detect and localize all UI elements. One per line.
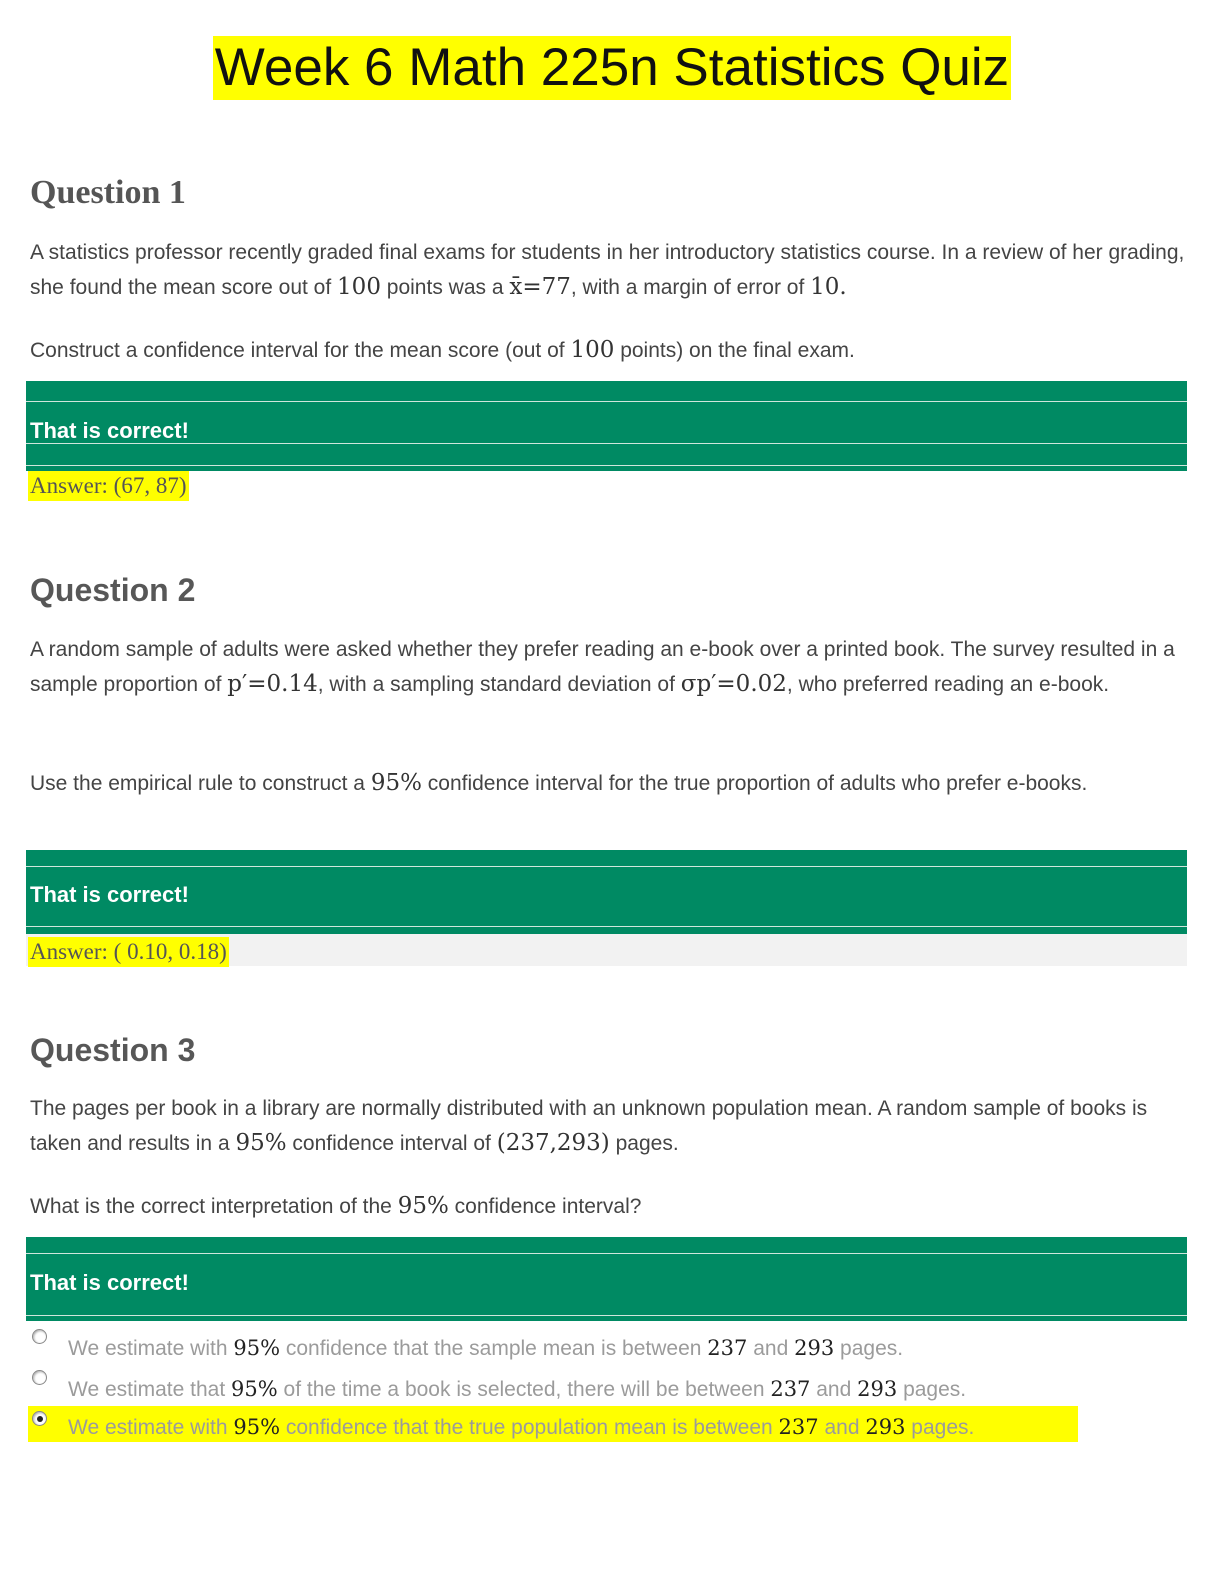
question-2-feedback-banner [26, 850, 1187, 934]
question-2-heading: Question 2 [30, 572, 196, 608]
question-1-instruction: Construct a confidence interval for the mean score (out of 100 points) on the final exam. [30, 337, 855, 363]
radio-checked-icon[interactable] [32, 1411, 47, 1426]
question-2-feedback-label: That is correct! [30, 882, 189, 907]
radio-unchecked-icon[interactable] [32, 1370, 47, 1385]
title-wrapper [0, 36, 1224, 100]
option-3-text: We estimate with 95% confidence that the true population mean is between 237 and 293 pages. [68, 1415, 975, 1439]
feedback-rule [26, 926, 1187, 927]
question-1-feedback-banner [26, 381, 1187, 471]
feedback-rule [26, 443, 1187, 444]
question-1-heading: Question 1 [30, 174, 186, 211]
page-title: Week 6 Math 225n Statistics Quiz [213, 36, 1011, 100]
option-2-text: We estimate that 95% of the time a book is selected, there will be between 237 and 293 pages. [68, 1377, 967, 1401]
feedback-rule [26, 1315, 1187, 1316]
feedback-rule [26, 401, 1187, 402]
feedback-rule [26, 866, 1187, 867]
feedback-rule [26, 1253, 1187, 1254]
question-2-prompt: A random sample of adults were asked whether they prefer reading an e-book over a printed book. The survey resulted in a sample proportion of p′=0.14, with a sampling standard deviation of σp′=0.02, who preferred reading an e-book. [30, 638, 1175, 697]
question-3-heading: Question 3 [30, 1032, 196, 1068]
option-1-text: We estimate with 95% confidence that the sample mean is between 237 and 293 pages. [68, 1336, 904, 1360]
question-3-instruction: What is the correct interpretation of the 95% confidence interval? [30, 1193, 642, 1219]
question-3-feedback-banner [26, 1237, 1187, 1321]
question-2-answer: Answer: ( 0.10, 0.18) [28, 937, 229, 967]
question-3-option-3[interactable] [28, 1406, 1078, 1442]
question-1-feedback-label: That is correct! [30, 418, 189, 443]
question-1-answer: Answer: (67, 87) [28, 471, 189, 501]
question-3-prompt: The pages per book in a library are normally distributed with an unknown population mean. A random sample of books is taken and results in a 95% confidence interval of (237,293) pages. [30, 1097, 1148, 1156]
question-3-feedback-label: That is correct! [30, 1270, 189, 1295]
radio-unchecked-icon[interactable] [32, 1329, 47, 1344]
question-2-instruction: Use the empirical rule to construct a 95% confidence interval for the true proportion of adults who prefer e-books. [30, 770, 1088, 796]
question-1-prompt: A statistics professor recently graded final exams for students in her introductory statistics course. In a review of her grading, she found the mean score out of 100 points was a x̄=77, with a margin of error of 10. [30, 241, 1185, 300]
feedback-rule [26, 465, 1187, 466]
